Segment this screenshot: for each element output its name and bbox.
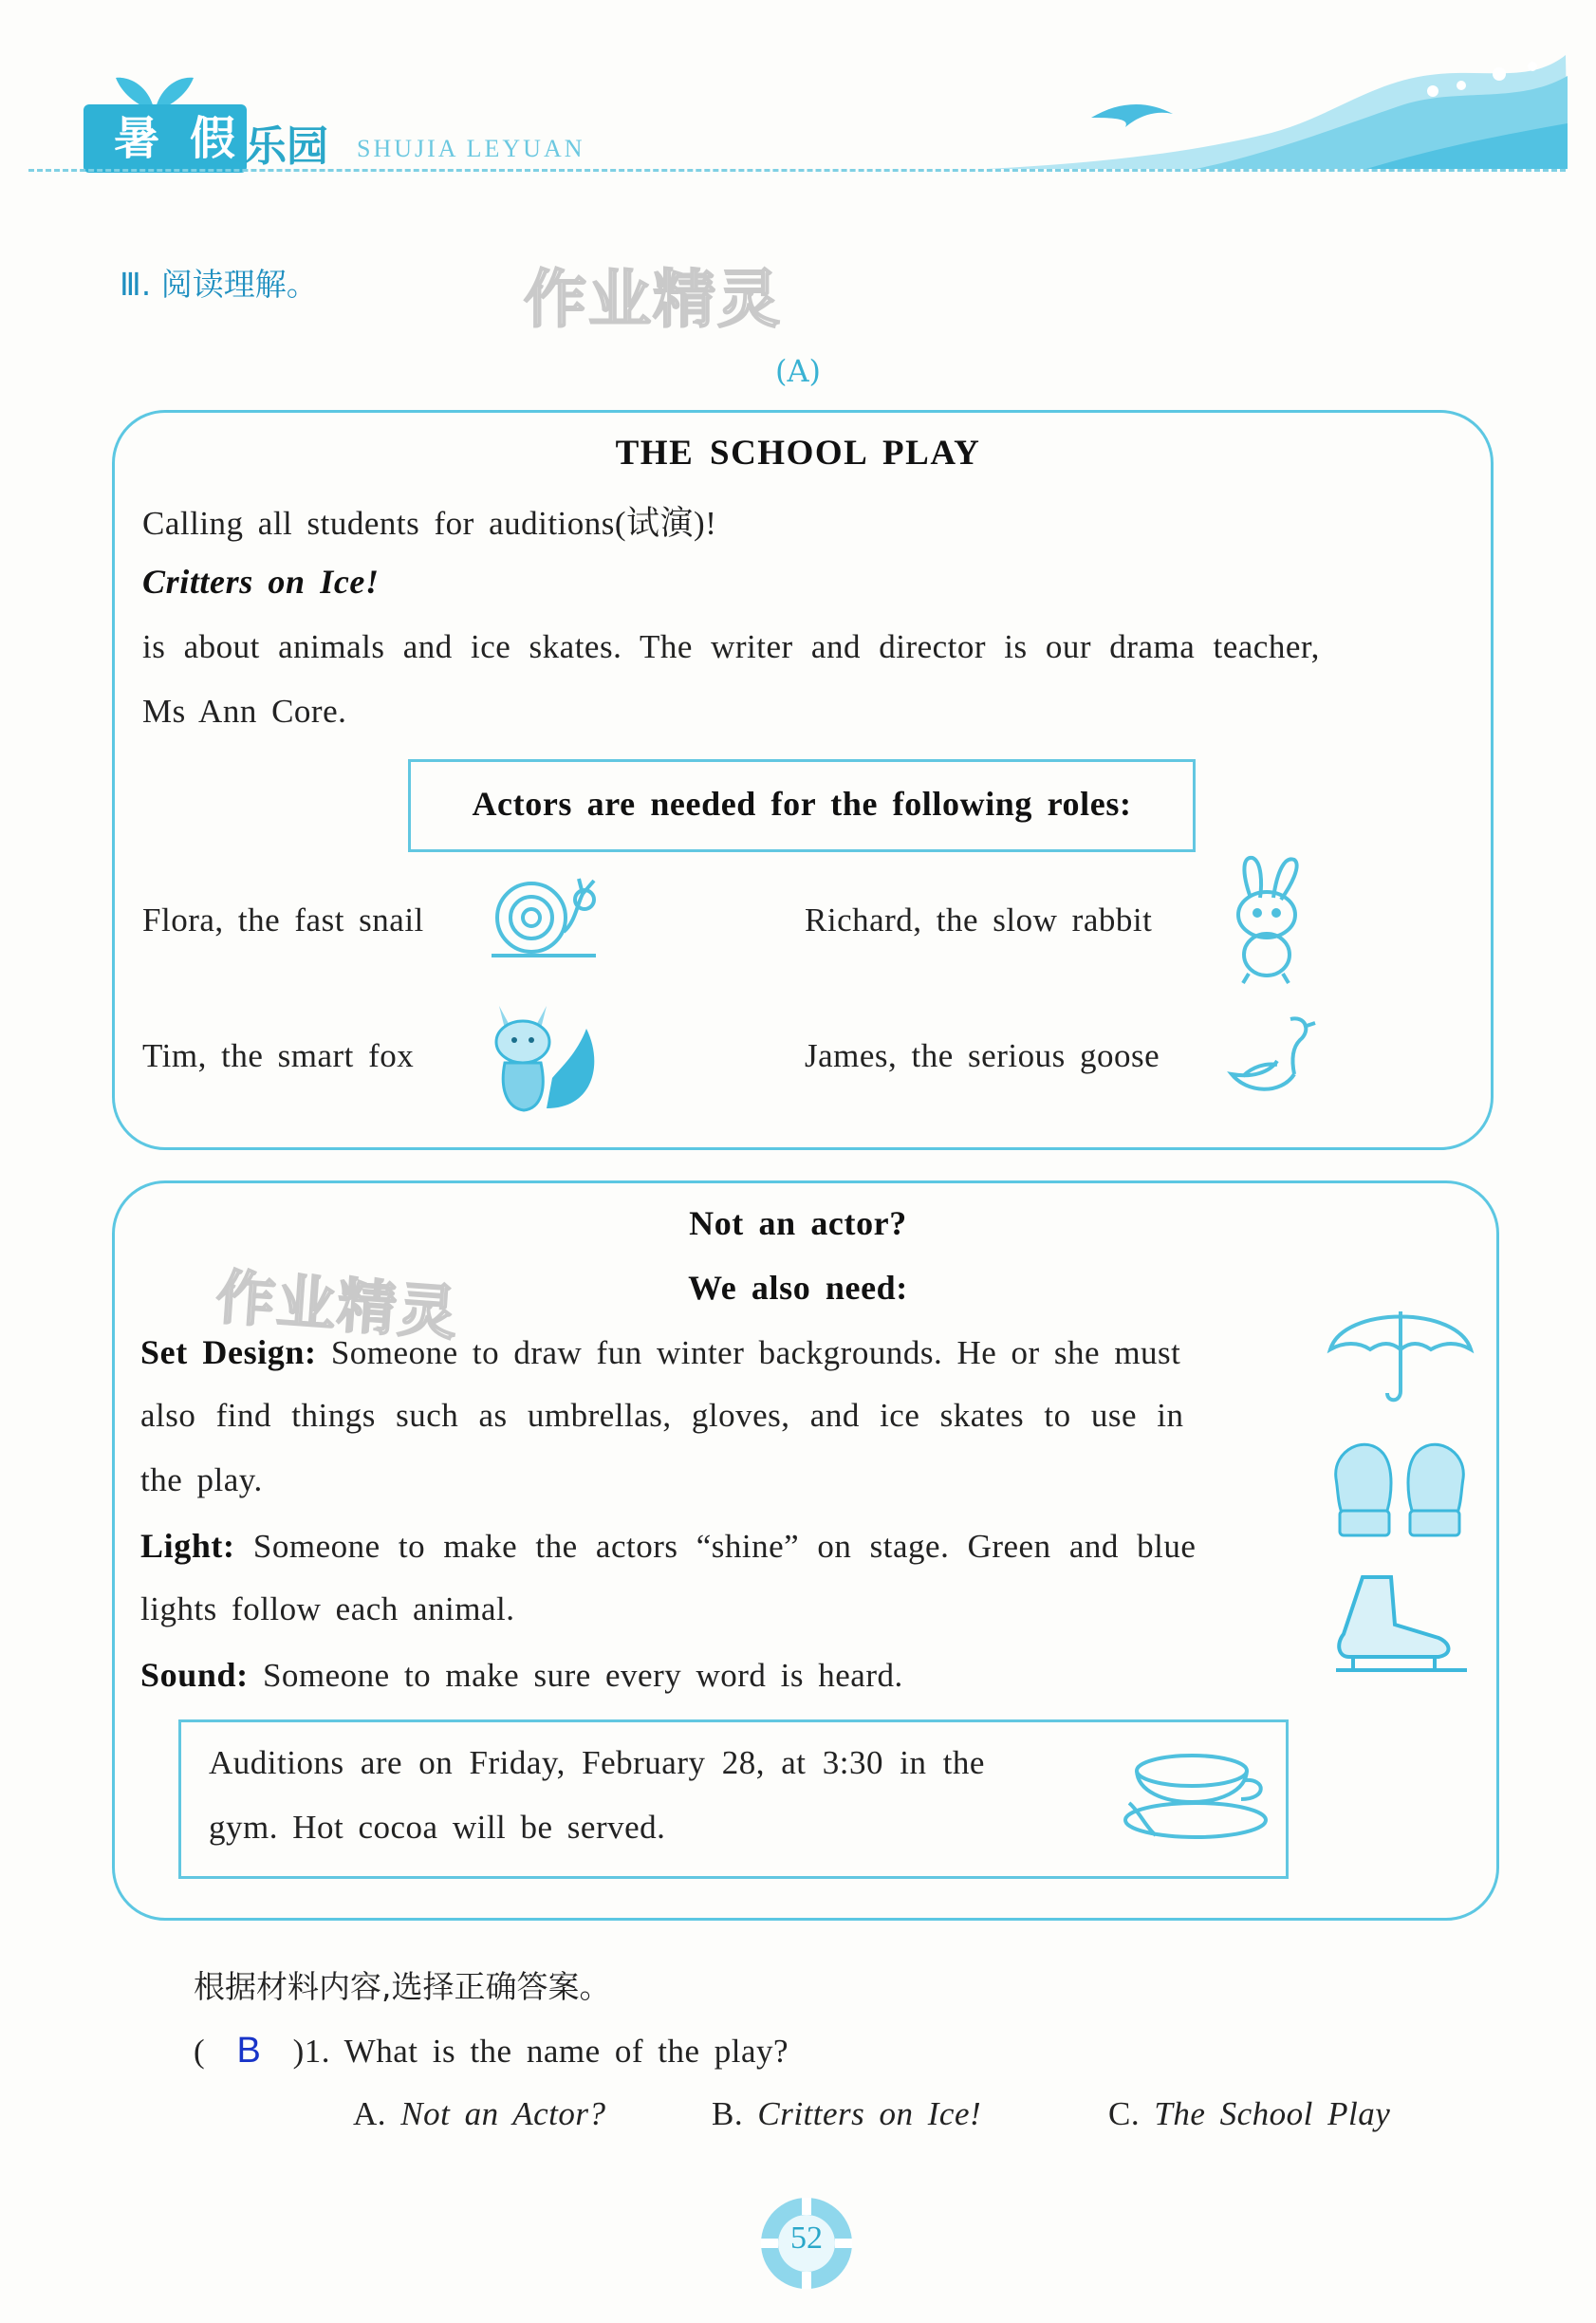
umbrella-icon [1325,1292,1476,1410]
section-title: Ⅲ. 阅读理解。 [120,266,318,303]
option-a-text: Not an Actor? [400,2095,606,2132]
option-a[interactable] [353,2095,605,2133]
light-label: Light: [140,1527,235,1565]
question-1-text: )1. What is the name of the play? [292,2033,789,2070]
header-pinyin: SHUJIA LEYUAN [357,135,585,162]
role-flora: Flora, the fast snail [142,901,424,938]
rabbit-icon [1215,852,1319,991]
fox-icon [471,987,603,1124]
role-tim: Tim, the smart fox [142,1037,415,1074]
gloves-icon [1328,1431,1471,1545]
option-c[interactable] [1108,2095,1390,2133]
we-also-need-heading: We also need: [688,1269,908,1307]
answer-open-paren: ( [194,2033,206,2070]
option-b-letter: B. [712,2095,744,2132]
sound-line1 [140,1655,903,1695]
auditions-info-line1: Auditions are on Friday, February 28, at 3:30 in the [209,1744,985,1781]
option-c-letter: C. [1108,2095,1141,2132]
set-design-line1 [140,1332,1180,1372]
light-line1 [140,1526,1196,1566]
snail-icon [484,865,607,969]
option-a-letter: A. [353,2095,387,2132]
goose-icon [1224,1008,1319,1106]
option-b[interactable] [712,2095,981,2133]
question-1 [194,2031,789,2072]
light-text: Someone to make the actors “shine” on stage. Green and blue [252,1528,1197,1565]
set-design-line3: the play. [140,1461,263,1498]
play-description-line1: is about animals and ice skates. The writer and director is our drama teacher, [142,628,1320,665]
option-b-text: Critters on Ice! [757,2095,982,2132]
sound-text: Someone to make sure every word is heard. [262,1657,903,1694]
cocoa-cup-icon [1120,1737,1271,1854]
play-name: Critters on Ice! [142,563,380,601]
not-an-actor-heading: Not an actor? [689,1204,907,1242]
auditions-info-line2: gym. Hot cocoa will be served. [209,1809,666,1846]
set-design-text: Someone to draw fun winter backgrounds. He or she must [330,1334,1181,1371]
answer-blank-1[interactable]: B [236,2031,262,2071]
option-c-text: The School Play [1154,2095,1391,2132]
role-james: James, the serious goose [805,1037,1160,1074]
part-label: (A) [774,353,822,389]
poster-title: THE SCHOOL PLAY [615,434,981,473]
sound-label: Sound: [140,1656,249,1694]
page-number: 52 [790,2221,823,2256]
logo-char-shu: 暑 [84,104,190,173]
watermark: 作业精灵 [213,1262,461,1348]
light-line2: lights follow each animal. [140,1590,515,1627]
questions-instruction: 根据材料内容,选择正确答案。 [194,1968,611,2005]
play-description-line2: Ms Ann Core. [142,693,347,730]
set-design-line2: also find things such as umbrellas, gloves, and ice skates to use in [140,1397,1184,1434]
header-divider [28,169,1566,172]
logo-char-jia: 假 [178,104,247,173]
wave-dolphin-decoration-icon [987,47,1575,177]
roles-heading: Actors are needed for the following roles: [472,785,1132,823]
watermark: 作业精灵 [524,263,782,336]
logo-char-leyuan: 乐园 [245,122,328,171]
role-richard: Richard, the slow rabbit [805,901,1153,938]
poster-call-line: Calling all students for auditions(试演)! [142,505,717,542]
ice-skates-icon [1325,1568,1476,1683]
set-design-label: Set Design: [140,1333,317,1371]
